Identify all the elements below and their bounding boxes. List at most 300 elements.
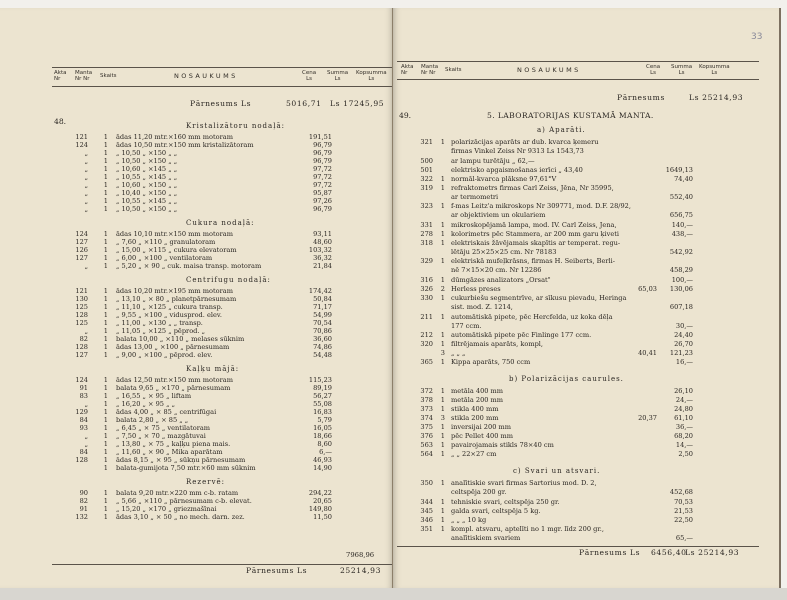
item-number: 124 [75,141,88,149]
header-skaits: Skaits [445,67,462,73]
item-number: 563 [420,441,433,450]
item-quantity: 1 [440,138,445,146]
item-quantity: 3 [440,349,445,358]
item-description: „ 10,50 „ ×150 „ „ [116,149,178,157]
table-row [393,340,779,349]
item-quantity: 1 [440,396,445,405]
item-value: 46,93 [313,456,332,464]
item-quantity: 1 [440,229,445,238]
item-quantity: 1 [440,220,445,229]
item-sum: 438,— [671,229,693,238]
item-quantity: 1 [103,197,108,205]
item-number: 375 [420,423,433,432]
item-number: 372 [420,387,433,396]
header-rule-top [397,61,759,62]
item-quantity: 1 [103,311,108,319]
item-number: 129 [75,408,88,416]
item-quantity: 1 [440,515,445,524]
item-description: „ 10,50 „ ×150 „ „ [116,157,178,165]
item-description: filtrējamais aparāts, kompl, [451,340,543,349]
item-description: „ 10,60 „ ×145 „ „ [116,165,178,173]
item-sum: 458,29 [669,266,693,275]
table-row [393,441,779,450]
item-quantity: 1 [103,456,108,464]
item-description: analītiskie svari firmas Sartorius mod. D. 2, [451,479,597,488]
item-quantity: 3 [440,414,445,423]
item-quantity: 1 [103,319,108,327]
item-description: ādas 10,10 mtr.×150 mm motoram [116,230,233,238]
item-sum: 552,40 [669,192,693,201]
item-number: 351 [420,524,433,533]
item-description: ar objektiviem un okulariem [451,211,546,220]
item-description: normāl-kvarca plāksne 97,61°V [451,174,557,183]
footer-rule [52,564,393,565]
item-value: 56,27 [313,392,332,400]
header-title: NOSAUKUMS [174,72,238,80]
item-value: 54,48 [313,351,332,359]
item-number: 211 [420,312,433,321]
item-sum: 21,53 [674,506,693,515]
table-row [393,322,779,331]
item-number: 320 [420,340,433,349]
item-sum: 121,23 [669,349,693,358]
item-description: pavairojamais stikls 78×40 cm [451,441,554,450]
item-description: ādas 8,15 „ × 95 „ sūkņu pārnesumam [116,456,246,464]
item-number: 378 [420,396,433,405]
table-row [393,516,779,525]
item-number: 330 [420,294,433,302]
item-sum: 24,— [675,396,693,405]
item-number: 93 [79,424,88,432]
item-quantity: 1 [440,506,445,515]
item-value: 55,08 [313,400,332,408]
item-description: „ 6,00 „ ×100 „ ventilatoram [116,254,213,262]
item-description: inversijai 200 mm [451,423,511,432]
item-quantity: 1 [440,405,445,414]
item-quantity: 1 [103,376,108,384]
item-quantity: 1 [440,294,445,302]
table-row [393,193,779,202]
item-description: mikroskopējamā lampa, mod. IV. Carl Zeiss, Jena, [451,220,617,229]
item-description: „ 15,00 „ ×115 „ cukura elevatoram [116,246,237,254]
item-description: „ 15,20 „ ×170 „ griezmašīnai [116,505,217,513]
item-value: 89,19 [313,384,332,392]
item-number: 318 [420,238,433,247]
footer-value: 6456,40 [651,548,687,557]
item-description: „ 6,45 „ × 75 „ ventilatoram [116,424,211,432]
item-number: 345 [420,506,433,515]
item-description: ādas 3,10 „ × 50 „ no mech. darn. zez. [116,513,245,521]
item-quantity: 1 [103,141,108,149]
item-number: 365 [420,358,433,367]
item-description: nē 7×15×20 cm. Nr 12286 [451,266,542,275]
item-number: „ [84,181,88,189]
footer-label: Pārnesums Ls [246,566,308,575]
scan-background [0,588,787,600]
item-description: automātiskā pipete, pēc Hercfelda, uz koka dēļa [451,312,613,321]
item-description: celtspēja 200 gr. [451,488,507,497]
table-row [393,276,779,285]
item-description: elektrisko apgaismošanas ierīci „ 43,40 [451,165,583,174]
header-manta: Manta Nr Nr [421,64,439,76]
header-cena: Cena Ls [646,64,661,76]
item-quantity: 1 [103,157,108,165]
item-description: pēc Pellet 400 mm [451,432,514,441]
item-quantity: 1 [103,489,108,497]
item-number: 132 [75,513,88,521]
item-description: balata 2,80 „ × 85 „ „ [116,416,189,424]
item-sum: 16,— [675,358,693,367]
item-quantity: 1 [103,254,108,262]
table-row [393,294,779,303]
item-sum: 24,80 [674,405,693,414]
item-quantity: 1 [103,238,108,246]
item-quantity: 1 [103,384,108,392]
item-sum: 100,— [671,276,693,284]
item-description: refraktometrs firmas Carl Zeiss, Jēna, Nr 35995, [451,183,614,192]
item-value: 97,72 [313,173,332,181]
item-description: cukurbiešu segmentrīve, ar sīkusu pievadu, Heringa [451,294,627,302]
table-row [393,303,779,312]
item-quantity: 1 [440,479,445,488]
item-description: f-mas Leitz'a mikroskops Nr 309771, mod. D.F. 28/92, [451,202,631,211]
item-sum: 2,50 [678,450,693,459]
table-row [393,138,779,147]
header-cena: Cena Ls [302,70,317,82]
item-unit-price: 20,37 [638,414,657,423]
item-number: 322 [420,174,433,183]
item-value: 95,87 [313,189,332,197]
item-quantity: 1 [103,335,108,343]
item-value: 8,60 [317,440,332,448]
item-description: „ 7,50 „ × 70 „ mazgātuvai [116,432,206,440]
item-quantity: 1 [440,358,445,367]
item-quantity: 1 [440,238,445,247]
item-value: 96,79 [313,141,332,149]
item-value: 191,51 [308,133,332,141]
item-value: 71,17 [313,303,332,311]
item-value: 18,66 [313,432,332,440]
item-sum: 68,20 [674,432,693,441]
item-number: 373 [420,405,433,414]
item-description: „ 5,66 „ ×110 „ pārnesumam c-b. elevat. [116,497,252,505]
item-value: 6,— [319,448,332,456]
item-number: 329 [420,257,433,266]
item-value: 97,26 [313,197,332,205]
item-unit-price: 40,41 [638,349,657,358]
item-description: balata 9,20 mtr.×220 mm c-b. ratam [116,489,239,497]
item-quantity: 1 [103,133,108,141]
pencil-page-mark: 33 [751,32,763,42]
item-value: 149,80 [308,505,332,513]
table-row [393,313,779,322]
item-sum: 14,— [675,441,693,450]
item-number: 376 [420,432,433,441]
item-description: metāla 400 mm [451,387,504,396]
item-number: 82 [79,335,88,343]
item-quantity: 1 [440,340,445,349]
item-description: lētāju 25×25×25 cm. Nr 78183 [451,247,557,256]
item-description: „ 10,55 „ ×145 „ „ [116,173,178,181]
item-description: „ 11,05 „ ×125 „ pēprod. „ [116,327,206,335]
item-number: 125 [75,303,88,311]
table-row [393,488,779,497]
item-number: 91 [79,505,88,513]
item-quantity: 1 [103,416,108,424]
item-number: 121 [75,133,88,141]
item-number: „ [84,189,88,197]
item-quantity: 2 [440,285,445,293]
item-number: 323 [420,202,433,211]
table-row [393,405,779,414]
item-description: kompl. atsvaru, aptelīti no 1 mgr. līdz 200 gr., [451,524,604,533]
item-quantity: 1 [103,173,108,181]
header-summa: Summa Ls [327,70,349,82]
item-number: 124 [75,376,88,384]
carry-total: Ls 17245,95 [330,99,385,108]
item-number: 124 [75,230,88,238]
section-title: Rezervē: [186,478,226,486]
item-description: „ 10,55 „ ×145 „ „ [116,197,178,205]
item-description: metāla 200 mm [451,396,504,405]
item-quantity: 1 [440,441,445,450]
item-quantity: 1 [440,202,445,211]
item-value: 96,79 [313,149,332,157]
item-number: 121 [75,287,88,295]
item-quantity: 1 [440,276,445,284]
item-description: „ 5,20 „ × 90 „ cuk. maisa transp. motoram [116,262,262,270]
item-quantity: 1 [103,392,108,400]
item-number: 126 [75,246,88,254]
section-title: b) Polarizācijas caurules. [509,375,624,384]
item-value: 54,99 [313,311,332,319]
item-description: „ 16,20 „ × 95 „ „ [116,400,176,408]
item-quantity: 1 [440,257,445,266]
item-sum: 130,06 [669,285,693,293]
item-sum: 656,75 [669,211,693,220]
item-number: 84 [79,448,88,456]
item-quantity: 1 [103,464,108,472]
item-quantity: 1 [103,295,108,303]
item-quantity: 1 [103,287,108,295]
item-quantity: 1 [103,149,108,157]
table-row [393,479,779,488]
carry-value: Ls 25214,93 [689,93,744,102]
item-quantity: 1 [440,524,445,533]
item-description: stikla 400 mm [451,405,499,414]
item-description: „ „ „ 10 kg [451,515,487,524]
item-value: 174,42 [308,287,332,295]
table-row [393,414,779,423]
item-description: „ 10,50 „ ×150 „ „ [116,205,178,213]
section-title: a) Aparāti. [537,126,586,134]
item-value: 16,05 [313,424,332,432]
item-description: „ 9,00 „ ×100 „ pēprod. elev. [116,351,213,359]
table-row [393,498,779,507]
item-number: 350 [420,479,433,488]
footer-value: 25214,93 [340,566,382,575]
table-row [393,525,779,534]
item-value: 96,79 [313,157,332,165]
item-description: tehniskie svari, celtspēja 250 gr. [451,497,560,506]
item-description: ādas 10,20 mtr.×195 mm motoram [116,287,233,295]
item-number: „ [84,432,88,440]
item-description: ar lampu turētāju „ 62,— [451,156,535,165]
item-value: 5,79 [317,416,332,424]
item-quantity: 1 [103,513,108,521]
item-quantity: 1 [103,448,108,456]
item-number: 331 [420,220,433,229]
item-description: stikla 200 mm [451,414,499,423]
item-value: 74,86 [313,343,332,351]
item-number: „ [84,197,88,205]
item-number: 326 [420,285,433,293]
item-number: 128 [75,311,88,319]
item-description: elektriskais žāvējamais skapītis ar temperat. regu- [451,238,621,247]
item-number: 90 [79,489,88,497]
item-value: 36,60 [313,335,332,343]
header-manta: Manta Nr Nr [75,70,93,82]
table-row [393,157,779,166]
item-description: ādas 12,50 mtr.×150 mm motoram [116,376,233,384]
item-quantity: 1 [103,246,108,254]
item-number: 128 [75,343,88,351]
item-value: 20,65 [313,497,332,505]
item-sum: 607,18 [669,303,693,311]
table-row [393,248,779,257]
item-quantity: 1 [103,205,108,213]
item-description: dūmgāzes analizators „Orsat" [451,276,551,284]
item-value: 16,83 [313,408,332,416]
table-row [393,266,779,275]
table-row [393,349,779,358]
item-quantity: 1 [440,331,445,340]
table-row [393,202,779,211]
item-sum: 26,10 [674,387,693,396]
item-description: automātiskā pipete pēc Finlinge 177 ccm. [451,331,592,340]
table-row [393,211,779,220]
item-number: 125 [75,319,88,327]
item-quantity: 1 [103,424,108,432]
item-sum: 26,70 [674,340,693,349]
item-number: 278 [420,229,433,238]
item-description: ādas 4,00 „ × 85 „ centrifūgai [116,408,217,416]
item-quantity: 1 [440,183,445,192]
item-number: 344 [420,497,433,506]
item-description: „ 13,10 „ × 80 „ planetpārnesumam [116,295,237,303]
table-row [393,184,779,193]
item-quantity: 1 [103,230,108,238]
item-description: „ 11,10 „ ×125 „ cukura transp. [116,303,223,311]
item-number: 84 [79,416,88,424]
item-sum: 140,— [671,220,693,229]
item-description: Herless preses [451,285,501,293]
item-quantity: 1 [440,423,445,432]
item-description: kolorimetrs pēc Stammera, ar 200 mm garu ķiveti [451,229,620,238]
table-row [0,464,393,473]
item-sum: 30,— [675,321,693,330]
item-number: „ [84,262,88,270]
item-number: 83 [79,392,88,400]
item-value: 103,32 [308,246,332,254]
item-sum: 65,— [675,533,693,542]
item-number: „ [84,157,88,165]
page-number: 48. [54,117,67,126]
item-number: „ [84,440,88,448]
item-value: 14,90 [313,464,332,472]
item-value: 97,72 [313,181,332,189]
item-value: 70,86 [313,327,332,335]
table-row [393,358,779,367]
item-description: „ 16,55 „ × 95 „ liftam [116,392,192,400]
item-quantity: 1 [103,189,108,197]
table-row [393,230,779,239]
table-row [393,432,779,441]
item-description: sist. mod. Z. 1214, [451,303,513,311]
item-number: 319 [420,183,433,192]
item-description: analītiskiem svariem [451,533,521,542]
item-description: 177 ccm. [451,321,482,330]
item-description: ar termometri [451,192,499,201]
item-description: balata 9,65 „ ×170 „ pārnesumam [116,384,231,392]
item-description: firmas Vinkel Zeiss Nr 9313 Ls 1543,73 [451,147,584,155]
item-number: 130 [75,295,88,303]
header-akta: Akta Nr [54,70,67,82]
item-number: „ [84,327,88,335]
left-page [0,8,393,588]
item-number: 127 [75,351,88,359]
carry-value: 5016,71 [286,99,322,108]
item-value: 50,84 [313,295,332,303]
footer-total: Ls 25214,93 [685,548,740,557]
item-sum: 542,92 [669,247,693,256]
table-row [393,423,779,432]
item-description: Kippa aparāts, 750 ccm [451,358,531,367]
item-description: elektriskā mufeļkrāsns, firmas H. Seiberts, Berli- [451,257,615,266]
item-quantity: 1 [103,432,108,440]
item-quantity: 1 [440,497,445,506]
item-sum: 452,68 [669,488,693,497]
item-number: 91 [79,384,88,392]
item-number: 316 [420,276,433,284]
table-row [0,351,393,360]
item-description: balata 10,00 „ ×110 „ melases sūknim [116,335,245,343]
item-quantity: 1 [103,262,108,270]
item-quantity: 1 [440,450,445,459]
item-number: „ [84,173,88,181]
table-row [393,175,779,184]
item-quantity: 1 [103,400,108,408]
section-title: Centrifugu nodaļā: [186,276,271,284]
carry-label: Pārnesums [617,93,665,102]
table-row [393,166,779,175]
header-summa: Summa Ls [671,64,693,76]
item-description: „ 7,60 „ ×110 „ granulatoram [116,238,216,246]
footer-label: Pārnesums Ls [579,548,641,557]
table-row [0,205,393,214]
item-number: 212 [420,331,433,340]
item-number: 500 [420,156,433,165]
table-row [0,513,393,522]
item-number: „ [84,149,88,157]
table-row [393,507,779,516]
item-value: 36,32 [313,254,332,262]
item-value: 21,84 [313,262,332,270]
item-quantity: 1 [103,351,108,359]
table-row [393,239,779,248]
item-quantity: 1 [440,432,445,441]
section-title: Kaļķu mājā: [186,365,240,373]
